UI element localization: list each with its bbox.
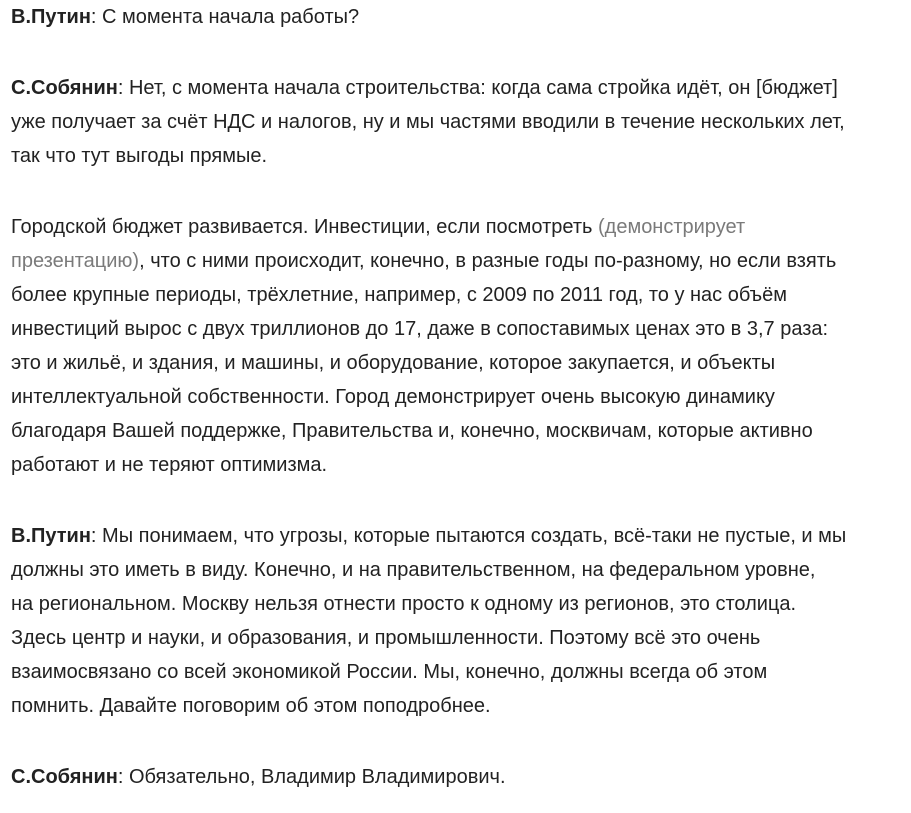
text-line xyxy=(11,71,906,105)
text-line: благодаря Вашей поддержке, Правительства и, конечно, москвичам, которые активно xyxy=(11,420,813,442)
text-line xyxy=(11,519,906,553)
text-line xyxy=(11,210,906,244)
paragraph-putin-threats xyxy=(11,519,906,723)
stage-remark: презентацию) xyxy=(11,250,140,272)
text-line: на региональном. Москву нельзя отнести просто к одному из регионов, это столица. xyxy=(11,593,797,615)
text-line xyxy=(11,244,906,278)
speaker-name: С.Собянин xyxy=(11,766,118,788)
text-line: Здесь центр и науки, и образования, и промышленности. Поэтому всё это очень xyxy=(11,627,761,649)
text-line: более крупные периоды, трёхлетние, например, с 2009 по 2011 год, то у нас объём xyxy=(11,284,788,306)
text-line: уже получает за счёт НДС и налогов, ну и мы частями вводили в течение нескольких лет, xyxy=(11,111,845,133)
paragraph-city-budget xyxy=(11,210,906,482)
text-line xyxy=(11,0,906,34)
paragraph-sobyanin-answer xyxy=(11,71,906,173)
text-line: работают и не теряют оптимизма. xyxy=(11,454,328,476)
text-segment: : С момента начала работы? xyxy=(90,6,360,28)
text-line: это и жильё, и здания, и машины, и оборудование, которое закупается, и объекты xyxy=(11,352,776,374)
text-segment: Городской бюджет развивается. Инвестиции, если посмотреть xyxy=(11,216,598,238)
text-segment: : Нет, с момента начала строительства: когда сама стройка идёт, он [бюджет] xyxy=(117,77,838,99)
paragraph-putin-question xyxy=(11,0,906,34)
text-line: взаимосвязано со всей экономикой России. Мы, конечно, должны всегда об этом xyxy=(11,661,768,683)
text-line: должны это иметь в виду. Конечно, и на правительственном, на федеральном уровне, xyxy=(11,559,816,581)
speaker-name: В.Путин xyxy=(11,6,91,28)
speaker-name: В.Путин xyxy=(11,525,91,547)
text-segment: : Мы понимаем, что угрозы, которые пытаются создать, всё-таки не пустые, и мы xyxy=(90,525,847,547)
text-line: инвестиций вырос с двух триллионов до 17, даже в сопоставимых ценах это в 3,7 раза: xyxy=(11,318,829,340)
text-line: так что тут выгоды прямые. xyxy=(11,145,268,167)
stage-remark: (демонстрирует xyxy=(597,216,746,238)
text-segment: : Обязательно, Владимир Владимирович. xyxy=(117,766,506,788)
speaker-name: С.Собянин xyxy=(11,77,118,99)
text-segment: , что с ними происходит, конечно, в разные годы по-разному, но если взять xyxy=(139,250,837,272)
text-line: помнить. Давайте поговорим об этом поподробнее. xyxy=(11,695,491,717)
paragraph-sobyanin-reply xyxy=(11,760,906,794)
text-line xyxy=(11,760,906,794)
text-line: интеллектуальной собственности. Город демонстрирует очень высокую динамику xyxy=(11,386,775,408)
